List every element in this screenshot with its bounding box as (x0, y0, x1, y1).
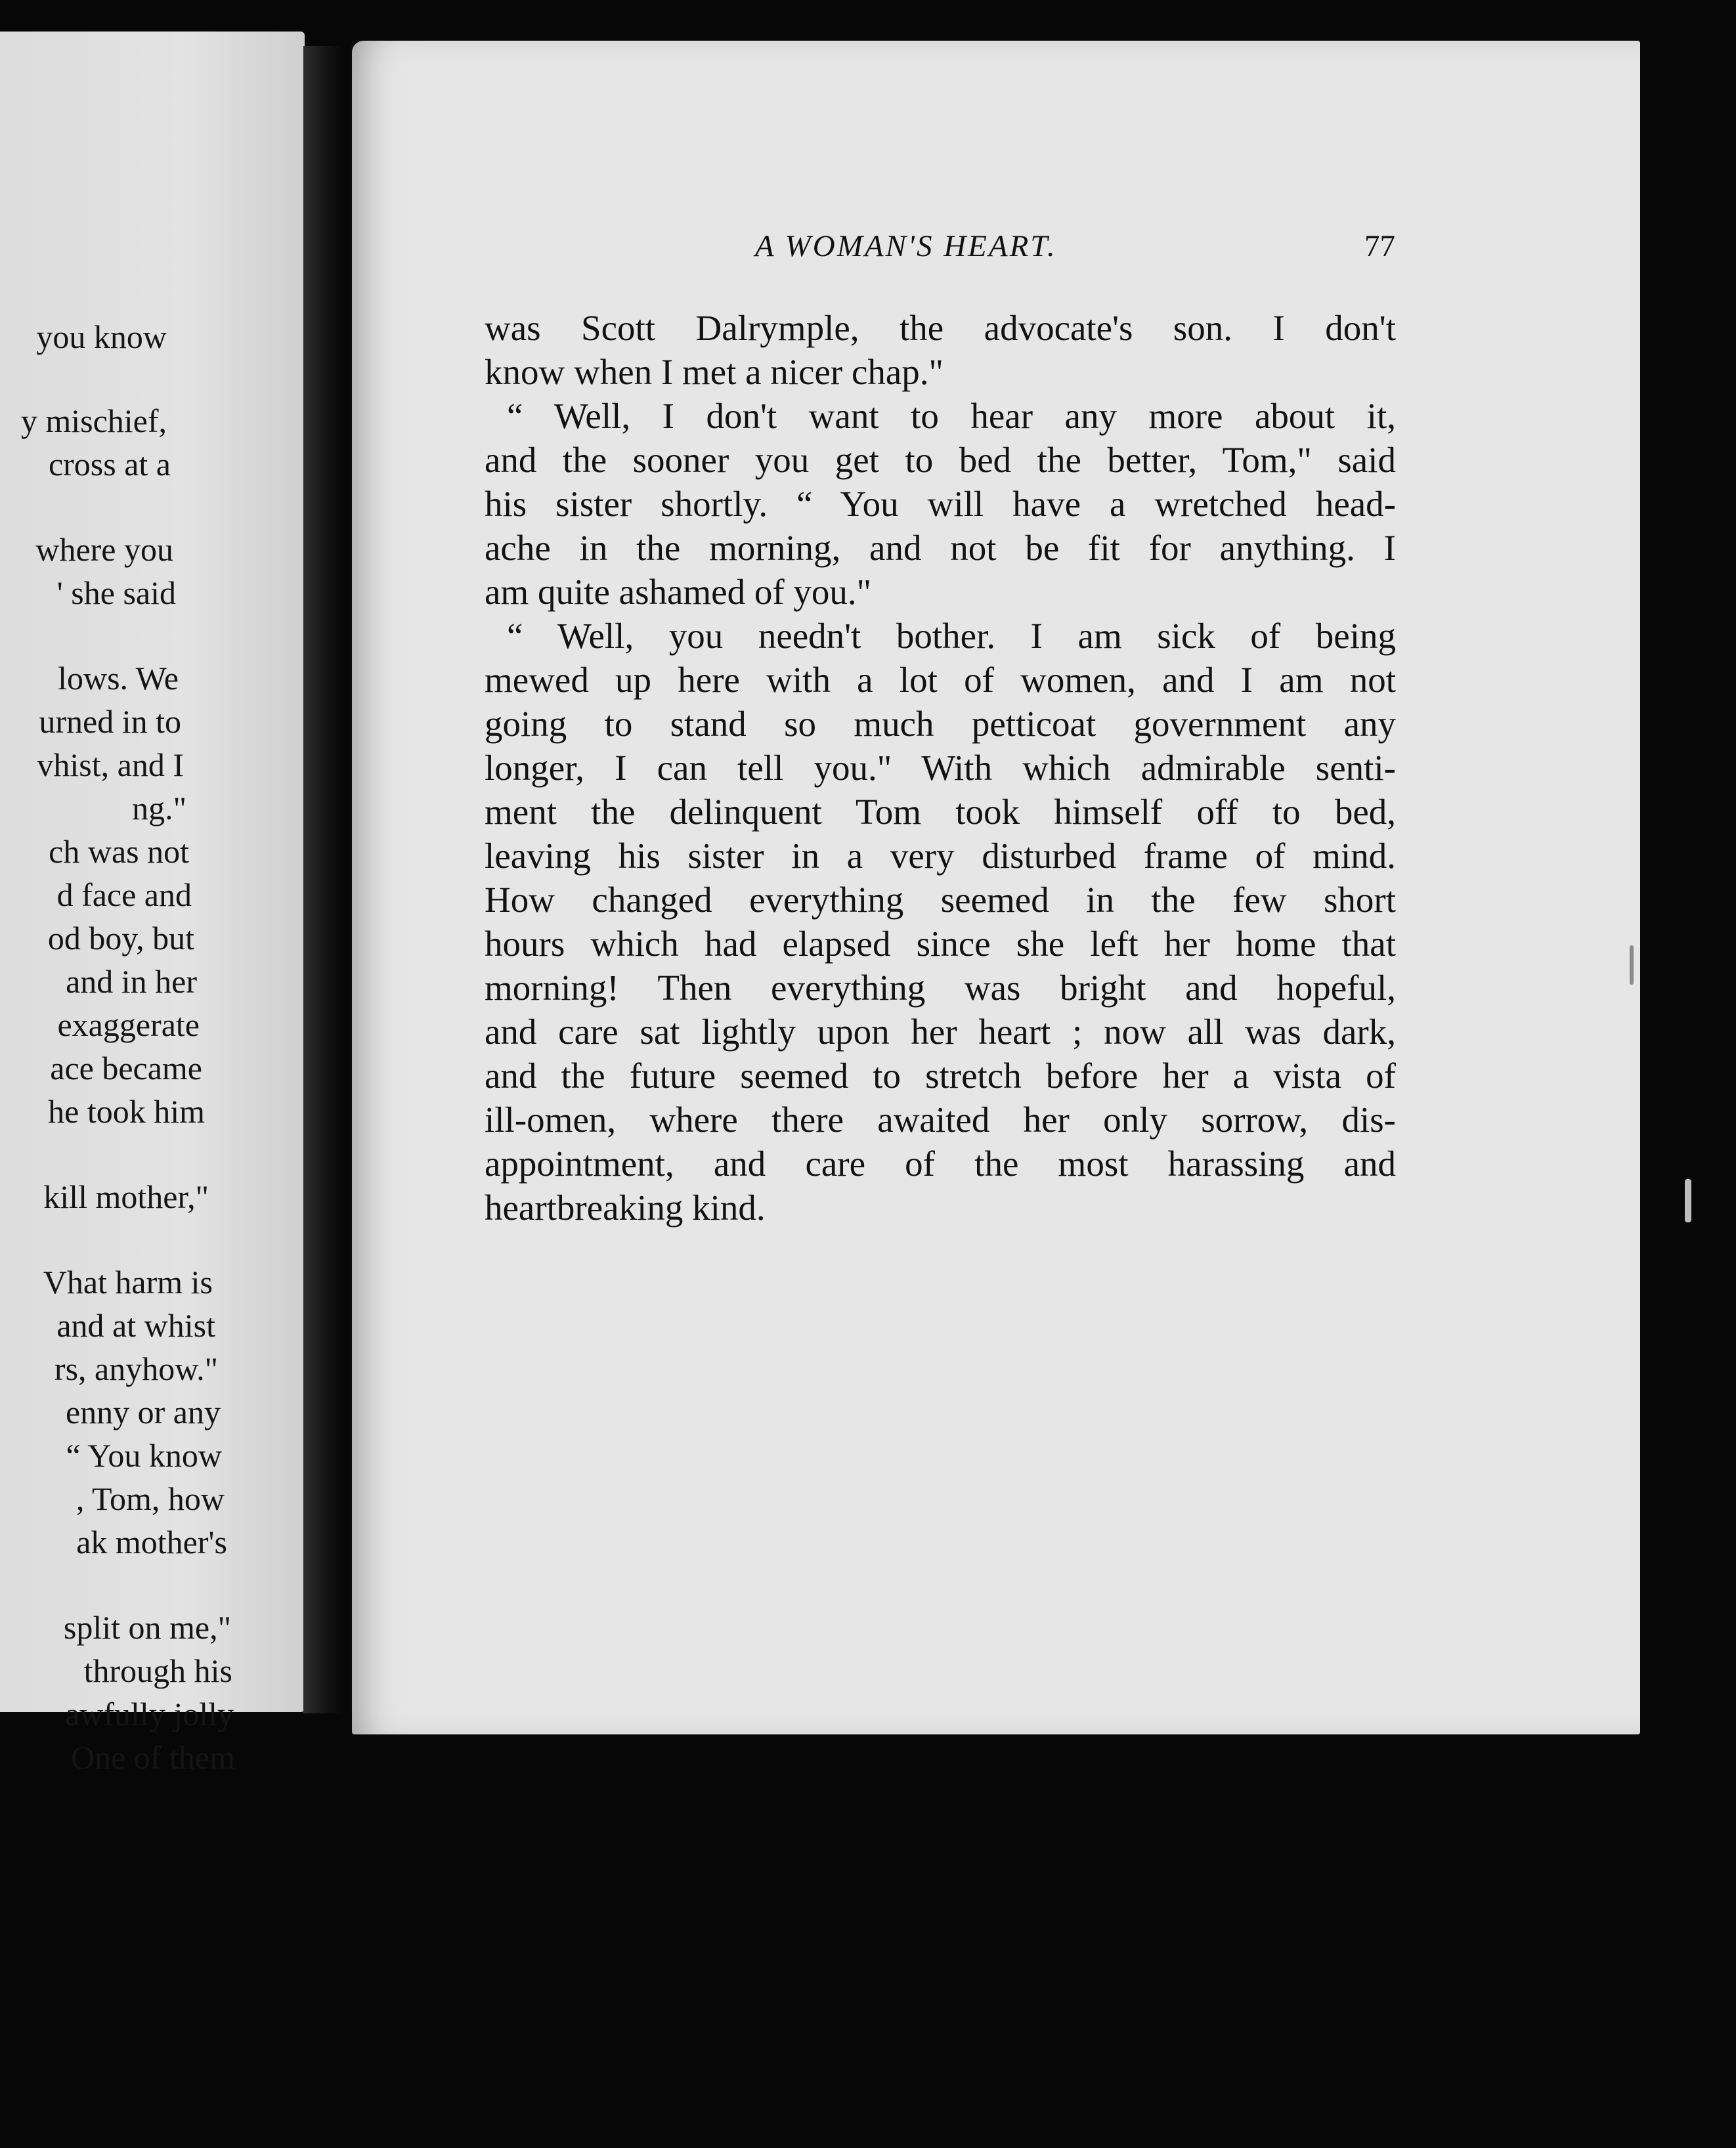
text-line: longer, I can tell you." With which admirable senti- (485, 748, 1396, 788)
left-line: exaggerate (57, 1006, 200, 1043)
left-line: One of them (71, 1739, 235, 1776)
body-text (485, 306, 1396, 1230)
left-line: ace became (50, 1050, 202, 1086)
text-line: appointment, and care of the most harassing and (485, 1144, 1396, 1184)
left-line: he took him (48, 1093, 205, 1130)
left-line: lows. We (58, 660, 179, 697)
left-line: and in her (66, 963, 197, 1000)
left-line: ' she said (56, 574, 176, 611)
text-line: ache in the morning, and not be fit for anything. I (485, 528, 1396, 568)
text-line: going to stand so much petticoat government any (485, 704, 1396, 744)
left-line: od boy, but (47, 920, 194, 956)
left-line: urned in to (39, 703, 181, 740)
left-line: kill mother," (43, 1178, 209, 1215)
left-line: vhist, and I (37, 746, 184, 783)
text-line: and the future seemed to stretch before her a vista of (485, 1056, 1396, 1096)
text-line: “ Well, you needn't bother. I am sick of being (507, 616, 1396, 656)
left-line: split on me," (63, 1609, 231, 1646)
left-line: ch was not (49, 833, 189, 870)
left-line: awfully jolly (65, 1696, 234, 1732)
running-head: A WOMAN'S HEART. (755, 229, 1057, 263)
left-page (0, 32, 305, 1776)
text-line: heartbreaking kind. (485, 1188, 766, 1228)
text-line: his sister shortly. “ You will have a wretched head- (485, 484, 1396, 524)
left-line: where you (35, 531, 173, 568)
text-line: leaving his sister in a very disturbed frame of mind. (485, 836, 1396, 876)
text-line: How changed everything seemed in the few short (485, 880, 1396, 920)
left-line: Vhat harm is (43, 1264, 213, 1300)
text-line: ment the delinquent Tom took himself off to bed, (485, 792, 1396, 832)
left-line: rs, anyhow." (54, 1350, 218, 1387)
text-line: am quite ashamed of you." (485, 572, 872, 612)
scan-speck (1685, 1179, 1691, 1222)
left-line: , Tom, how (76, 1480, 225, 1517)
left-line: you know (36, 318, 167, 355)
text-line: and the sooner you get to bed the better, Tom," said (485, 440, 1396, 480)
left-line: d face and (56, 876, 192, 913)
left-line: y mischief, (20, 402, 167, 439)
left-line: and at whist (56, 1307, 215, 1344)
left-line: cross at a (48, 446, 171, 483)
text-line: mewed up here with a lot of women, and I am not (485, 660, 1396, 700)
page-number: 77 (1364, 229, 1395, 263)
scan-speck (1630, 945, 1634, 985)
left-line: through his (83, 1652, 232, 1689)
left-line: ak mother's (76, 1524, 227, 1560)
text-line: “ Well, I don't want to hear any more about it, (507, 396, 1396, 436)
text-line: morning! Then everything was bright and hopeful, (485, 968, 1396, 1008)
text-line: was Scott Dalrymple, the advocate's son. I don't (485, 308, 1396, 348)
left-line: enny or any (65, 1394, 221, 1430)
text-line: and care sat lightly upon her heart ; now all was dark, (485, 1012, 1396, 1052)
text-line: hours which had elapsed since she left her home that (485, 924, 1396, 964)
left-line: ng." (132, 790, 186, 827)
left-line: “ You know (66, 1437, 222, 1474)
text-line: ill-omen, where there awaited her only sorrow, dis- (485, 1100, 1396, 1140)
text-line: know when I met a nicer chap." (485, 352, 944, 392)
